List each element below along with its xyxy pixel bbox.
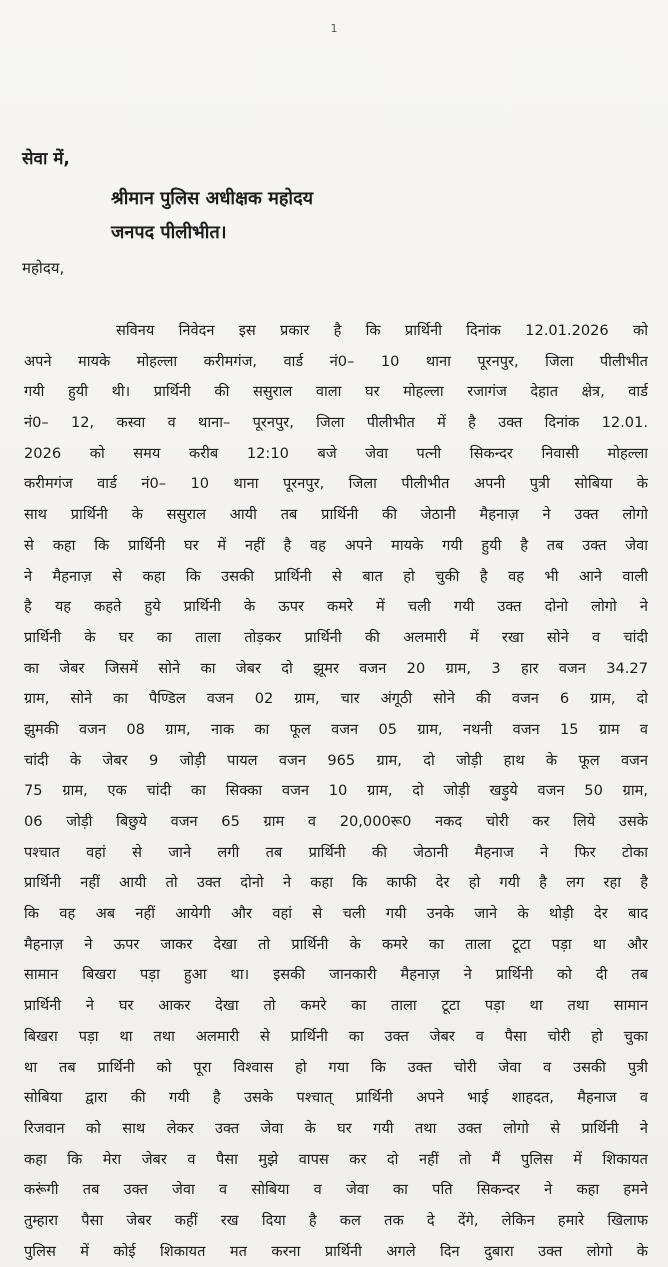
body-line: अपने मायके मोहल्ला करीमगंज, वार्ड नं0– 10 थाना पूरनपुर, जिला पीलीभीत (24, 352, 648, 370)
body-line: सामान बिखरा पड़ा हुआ था। इसकी जानकारी मैहनाज़ ने प्रार्थिनी को दी तब (24, 966, 648, 984)
body-line: प्रार्थिनी नहीं आयी तो उक्त दोनो ने कहा कि काफी देर हो गयी है लग रहा है (24, 874, 648, 892)
body-line: से कहा कि प्रार्थिनी घर में नहीं है वह अपने मायके गयी हुयी है तब उक्त जेवा (24, 536, 648, 554)
body-line: 2026 को समय करीब 12:10 बजे जेवा पत्नी सिकन्दर निवासी मोहल्ला (24, 444, 648, 462)
body-line: 75 ग्राम, एक चांदी का सिक्का वजन 10 ग्राम, दो जोड़ी खड़ुये वजन 50 ग्राम, (24, 782, 648, 800)
body-line: पुलिस में कोई शिकायत मत करना प्रार्थिनी अगले दिन दुबारा उक्त लोगो के (24, 1242, 648, 1260)
greeting: महोदय, (22, 259, 65, 277)
page-number: 1 (330, 22, 338, 35)
body-line: 06 जोड़ी बिछुये वजन 65 ग्राम व 20,000रू0 नकद चोरी कर लिये उसके (24, 813, 648, 830)
addressee-district: जनपद पीलीभीत। (111, 222, 227, 243)
body-line: बिखरा पड़ा था तथा अलमारी से प्रार्थिनी का उक्त जेबर व पैसा चोरी हो चुका (24, 1027, 648, 1045)
body-line: प्रार्थिनी के घर का ताला तोड़कर प्रार्थिनी की अलमारी में रखा सोने व चांदी (24, 628, 648, 646)
body-line: रिजवान को साथ लेकर उक्त जेवा के घर गयी तथा उक्त लोगो से प्रार्थिनी ने (24, 1119, 648, 1137)
body-line: साथ प्रार्थिनी के ससुराल आयी तब प्रार्थिनी की जेठानी मैहनाज़ ने उक्त लोगो (24, 506, 648, 524)
body-line: पश्चात वहां से जाने लगी तब प्रार्थिनी की जेठानी मैहनाज ने फिर टोका (24, 843, 648, 861)
letter-body (24, 316, 648, 1267)
body-line: कि वह अब नहीं आयेगी और वहां से चली गयी उनके जाने के थोड़ी देर बाद (24, 905, 648, 923)
body-line: का जेबर जिसमें सोने का जेबर दो झूमर वजन 20 ग्राम, 3 हार वजन 34.27 (24, 659, 648, 677)
body-line: नं0– 12, कस्वा व थाना– पूरनपुर, जिला पीलीभीत में है उक्त दिनांक 12.01. (24, 414, 648, 432)
body-line: करूंगी तब उक्त जेवा व सोबिया व जेवा का पति सिकन्दर ने कहा हमने (24, 1181, 648, 1199)
body-line: सोबिया द्वारा की गयी है उसके पश्चात् प्रार्थिनी अपने भाई शाहदत, मैहनाज व (24, 1089, 648, 1107)
body-line: प्रार्थिनी ने घर आकर देखा तो कमरे का ताला टूटा पड़ा था तथा सामान (24, 997, 648, 1015)
body-line: ग्राम, सोने का पैण्डिल वजन 02 ग्राम, चार अंगूठी सोने की वजन 6 ग्राम, दो (24, 690, 648, 708)
addressee-block (111, 182, 313, 250)
body-line: चांदी के जेबर 9 जोड़ी पायल वजन 965 ग्राम, दो जोड़ी हाथ के फूल वजन (24, 751, 648, 769)
body-line: ने मैहनाज़ से कहा कि उसकी प्रार्थिनी से बात हो चुकी है वह भी आने वाली (24, 567, 648, 585)
body-line: है यह कहते हुये प्रार्थिनी के ऊपर कमरे में चली गयी उक्त दोनो लोगो ने (24, 598, 648, 616)
body-line: तुम्हारा पैसा जेबर कहीं रख दिया है कल तक दे देंगे, लेकिन हमारे खिलाफ (24, 1211, 648, 1229)
body-line: कहा कि मेरा जेबर व पैसा मुझे वापस कर दो नहीं तो मैं पुलिस में शिकायत (24, 1150, 648, 1168)
body-line: सविनय निवेदन इस प्रकार है कि प्रार्थिनी दिनांक 12.01.2026 को (116, 322, 648, 339)
body-line: गयी हुयी थी। प्रार्थिनी की ससुराल वाला घर मोहल्ला रजागंज देहात क्षेत्र, वार्ड (24, 383, 648, 401)
salutation: सेवा में, (22, 149, 70, 169)
addressee-title: श्रीमान पुलिस अधीक्षक महोदय (111, 188, 314, 209)
body-line: मैहनाज़ ने ऊपर जाकर देखा तो प्रार्थिनी के कमरे का ताला टूटा पड़ा था और (24, 935, 648, 953)
body-line: था तब प्रार्थिनी को पूरा विश्वास हो गया कि उक्त चोरी जेवा व उसकी पुत्री (24, 1058, 648, 1076)
body-line: करीमगंज वार्ड नं0– 10 थाना पूरनपुर, जिला पीलीभीत अपनी पुत्री सोबिया के (24, 475, 648, 493)
body-line: झुमकी वजन 08 ग्राम, नाक का फूल वजन 05 ग्राम, नथनी वजन 15 ग्राम व (24, 720, 648, 738)
